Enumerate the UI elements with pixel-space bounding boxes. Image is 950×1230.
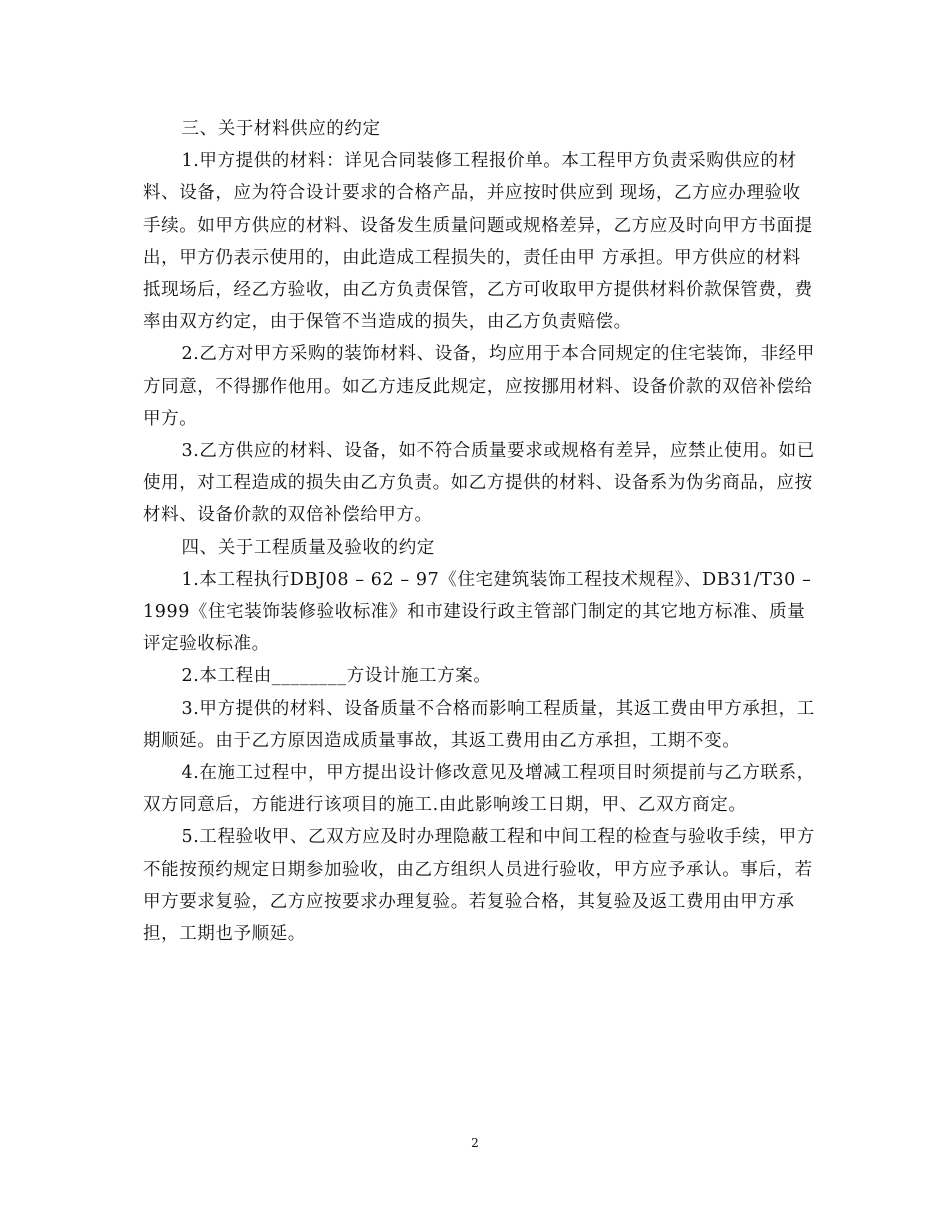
paragraph-quality-clause-1: 1.本工程执行DBJ08 – 62 – 97《住宅建筑装饰工程技术规程》、DB31/T30 –1999《住宅装饰装修验收标准》和市建设行政主管部门制定的其它地方标准、质量评定验收标准。 bbox=[143, 569, 812, 655]
paragraph-quality-clause-2: 2.本工程由________方设计施工方案。 bbox=[181, 666, 492, 687]
document-body bbox=[143, 113, 815, 950]
paragraph-quality-clause-5: 5.工程验收甲、乙双方应及时办理隐蔽工程和中间工程的检查与验收手续，甲方不能按预约规定日期参加验收，由乙方组织人员进行验收，甲方应予承认。事后，若甲方要求复验，乙方应按要求办理复验。若复验合格，其复验及返工费用由甲方承担，工期也予顺延。 bbox=[143, 827, 815, 945]
section-heading-material-supply: 三、关于材料供应的约定 bbox=[181, 119, 381, 139]
paragraph-quality-clause-4: 4.在施工过程中，甲方提出设计修改意见及增减工程项目时须提前与乙方联系，双方同意后，方能进行该项目的施工.由此影响竣工日期，甲、乙双方商定。 bbox=[143, 763, 815, 816]
section-heading-quality-acceptance: 四、关于工程质量及验收的约定 bbox=[181, 537, 435, 558]
paragraph-material-clause-2: 2.乙方对甲方采购的装饰材料、设备，均应用于本合同规定的住宅装饰，非经甲方同意，不得挪作他用。如乙方违反此规定，应按挪用材料、设备价款的双倍补偿给甲方。 bbox=[143, 344, 815, 429]
page-number: 2 bbox=[471, 1136, 479, 1150]
paragraph-material-clause-3: 3.乙方供应的材料、设备，如不符合质量要求或规格有差异，应禁止使用。如已使用，对工程造成的损失由乙方负责。如乙方提供的材料、设备系为伪劣商品，应按材料、设备价款的双倍补偿给甲方。 bbox=[143, 441, 815, 526]
paragraph-quality-clause-3: 3.甲方提供的材料、设备质量不合格而影响工程质量，其返工费由甲方承担，工期顺延。由于乙方原因造成质量事故，其返工费用由乙方承担，工期不变。 bbox=[143, 698, 815, 751]
paragraph-material-clause-1: 1.甲方提供的材料：详见合同装修工程报价单。本工程甲方负责采购供应的材料、设备，应为符合设计要求的合格产品，并应按时供应到 现场，乙方应办理验收手续。如甲方供应的材料、设备发生质量问题或规格差异，乙方应及时向甲方书面提出，甲方仍表示使用的，由此造成工程损失的，责任由甲 方承担。甲方供应的材料抵现场后，经乙方验收，由乙方负责保管，乙方可收取甲方提供材料价款保管费，费率由双方约定，由于保管不当造成的损失，由乙方负责赔偿。 bbox=[143, 151, 813, 333]
